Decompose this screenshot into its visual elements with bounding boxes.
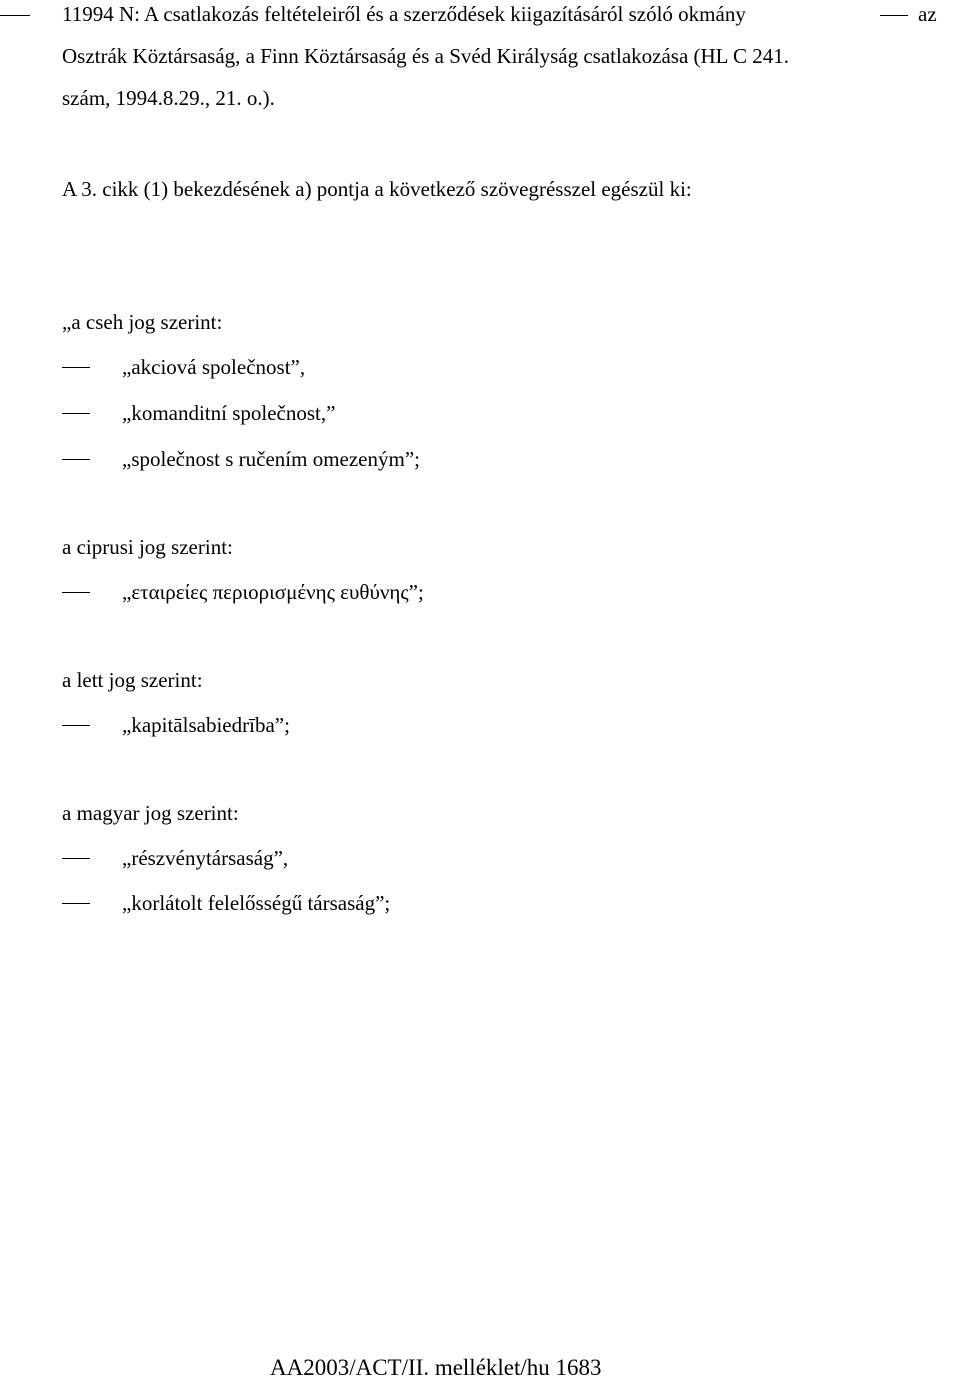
section-heading-latvia: a lett jog szerint: xyxy=(62,668,203,692)
section-heading-cyprus: a ciprusi jog szerint: xyxy=(62,535,233,559)
list-item: „společnost s ručením omezeným”; xyxy=(122,447,420,471)
list-item: „kapitālsabiedrība”; xyxy=(122,713,290,737)
list-item: „komanditní společnost,” xyxy=(122,401,336,425)
list-item: „εταιρείες περιορισμένης ευθύνης”; xyxy=(122,580,424,604)
list-item: „akciová společnost”, xyxy=(122,355,306,379)
intro-line-1-tail: az xyxy=(918,2,937,26)
intro-dash-left xyxy=(0,15,30,16)
list-dash xyxy=(62,459,90,460)
page-footer: AA2003/ACT/II. melléklet/hu 1683 xyxy=(270,1355,602,1380)
intro-line-3: szám, 1994.8.29., 21. o.). xyxy=(62,86,275,110)
list-item: „korlátolt felelősségű társaság”; xyxy=(122,891,391,915)
intro-dash-mid xyxy=(880,15,908,16)
list-item: „részvénytársaság”, xyxy=(122,846,289,870)
list-dash xyxy=(62,367,90,368)
list-dash xyxy=(62,725,90,726)
section-heading-hungary: a magyar jog szerint: xyxy=(62,801,239,825)
intro-line-1: 11994 N: A csatlakozás feltételeiről és a szerződések kiigazításáról szóló okmány xyxy=(62,2,746,26)
amendment-sentence: A 3. cikk (1) bekezdésének a) pontja a következő szövegrésszel egészül ki: xyxy=(62,177,692,201)
list-dash xyxy=(62,903,90,904)
list-dash xyxy=(62,413,90,414)
list-dash xyxy=(62,592,90,593)
intro-line-2: Osztrák Köztársaság, a Finn Köztársaság és a Svéd Királyság csatlakozása (HL C 241. xyxy=(62,44,789,68)
list-dash xyxy=(62,858,90,859)
section-heading-czech: „a cseh jog szerint: xyxy=(62,310,223,334)
